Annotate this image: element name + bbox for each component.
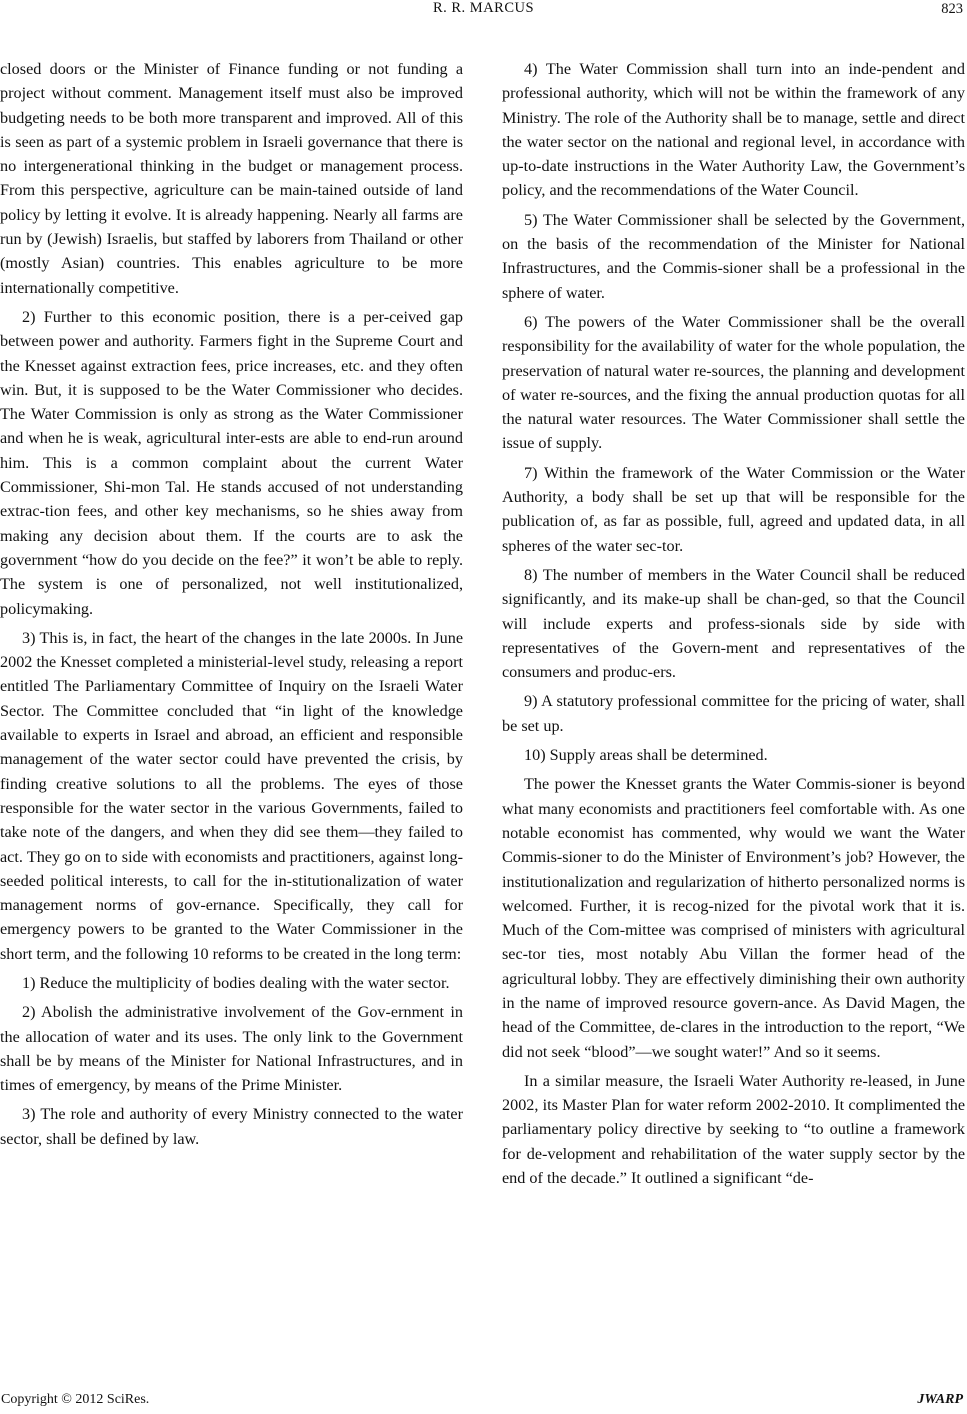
reform-item-10: 10) Supply areas shall be determined.: [524, 746, 768, 765]
paragraph-continued: closed doors or the Minister of Finance funding or not funding a project without comment. Management itself must also be improved budgeting needs to be both more transparent and improved. All of this is seen as part of a systemic problem in Israeli governance that there is no intergenerational thinking in the budget or management process. From this perspective, agriculture can be main-tained outside of land policy by letting it evolve. It is already happening. Nearly all farms are run by (Jewish) Israelis, but staffed by laborers from Thailand or other (mostly Asian) countries. This enables agriculture to be more internationally competitive.: [0, 60, 463, 297]
paragraph-point-2: 2) Further to this economic position, there is a per-ceived gap between power and authority. Farmers fight in the Supreme Court and the Knesset against extraction fees, price increases, etc. and they often win. But, it is supposed to be the Water Commissioner who decides. The Water Commission is only as strong as the Water Commissioner and when he is weak, agricultural inter-ests are able to end-run around him. This is a common complaint about the current Water Commissioner, Shi-mon Tal. He stands accused of not understanding extrac-tion fees, and other key mechanisms, so he shies away from making any decision about them. If the courts are to ask the government “how do you decide on the fee?” it won’t be able to reply. The system is one of personalized, not well institutionalized, policymaking.: [0, 307, 463, 618]
reform-item-8: 8) The number of members in the Water Council shall be reduced significantly, and its make-up shall be chan-ged, so that the Council will include experts and profess-sionals side by side with representatives of the Govern-ment and representatives of the consumers and produc-ers.: [502, 565, 965, 682]
copyright-notice: Copyright © 2012 SciRes.: [1, 1392, 150, 1407]
reform-item-7: 7) Within the framework of the Water Commission or the Water Authority, a body shall be set up that will be responsible for the publication of, as far as possible, full, agreed and updated data, in all spheres of the water sec-tor.: [502, 463, 965, 555]
reform-item-5: 5) The Water Commissioner shall be selected by the Government, on the basis of the recommendation of the Minister for National Infrastructures, and the Commis-sioner shall be a professional in the sphere of water.: [502, 210, 965, 302]
reform-item-1: 1) Reduce the multiplicity of bodies dealing with the water sector.: [22, 973, 450, 992]
running-head: [0, 0, 967, 20]
reform-item-6: 6) The powers of the Water Commissioner shall be the overall responsibility for the availability of water for the whole population, the preservation of natural water re-sources, the planning and development of water re-sources, and the fixing the annual production quotas for all the natural water resources. The Water Commissioner shall settle the issue of supply.: [502, 312, 965, 453]
paragraph-point-3: 3) This is, in fact, the heart of the changes in the late 2000s. In June 2002 the Knesset completed a ministerial-level study, releasing a report entitled The Parliamentary Committee of Inquiry on the Israeli Water Sector. The Committee concluded that “in light of the knowledge available to experts in Israel and abroad, an efficient and responsible management of the water sector could have prevented the crisis, by finding creative solutions to all the problems. The eyes of those responsible for the water sector in the various Governments, failed to take note of the dangers, and when they did see them—they failed to act. They go on to side with economists and practitioners, against long-seeded political interests, to call for the in-stitutionalization of water management norms of gov-ernance. Specifically, they call for emergency powers to be granted to the Water Commissioner in the short term, and the following 10 reforms to be created in the long term:: [0, 628, 463, 963]
reform-item-3: 3) The role and authority of every Ministry connected to the water sector, shall be defined by law.: [0, 1105, 463, 1148]
running-head-author: R. R. MARCUS: [432, 0, 535, 16]
paragraph-master-plan: In a similar measure, the Israeli Water Authority re-leased, in June 2002, its Master Plan for water reform 2002-2010. It complimented the parliamentary policy directive by seeking to “to outline a framework for de-velopment and rehabilitation of the water supply sector by the end of the decade.” It outlined a significant “de-: [502, 1071, 965, 1188]
reform-item-4: 4) The Water Commission shall turn into an inde-pendent and professional authority, which will not be within the framework of any Ministry. The role of the Authority shall be to manage, settle and direct the water sector on the national and regional level, in accordance with up-to-date instructions in the Water Authority Law, the Government’s policy, and the recommendations of the Water Council.: [502, 60, 965, 200]
paragraph-knesset-power: The power the Knesset grants the Water Commis-sioner is beyond what many economists and practitioners feel comfortable with. As one notable economist has commented, why would we want the Water Commis-sioner to do the Minister of Environment’s job? However, the institutionalization and regularization of hitherto personalized norms is welcomed. Further, it is recog-nized for the pivotal work that it is. Much of the Com-mittee was comprised of ministers with agricultural sec-tor ties, most notably Abu Villan the former head of the agricultural lobby. They are effectively diminishing their own authority in the name of improved resource govern-ance. As David Magen, the head of the Committee, de-clares in the introduction to the report, “We did not seek “blood”—we sought water!” And so it seems.: [502, 775, 965, 1061]
reform-item-9: 9) A statutory professional committee for the pricing of water, shall be set up.: [502, 692, 965, 735]
journal-name: JWARP: [917, 1392, 963, 1407]
left-column: [0, 57, 463, 1156]
page-number: 823: [941, 1, 963, 17]
reform-item-2: 2) Abolish the administrative involvement of the Gov-ernment in the allocation of water and its uses. The only link to the Government shall be by means of the Minister for National Infrastructures, and in times of emergency, by means of the Prime Minister.: [0, 1003, 463, 1095]
right-column: [502, 57, 965, 1195]
